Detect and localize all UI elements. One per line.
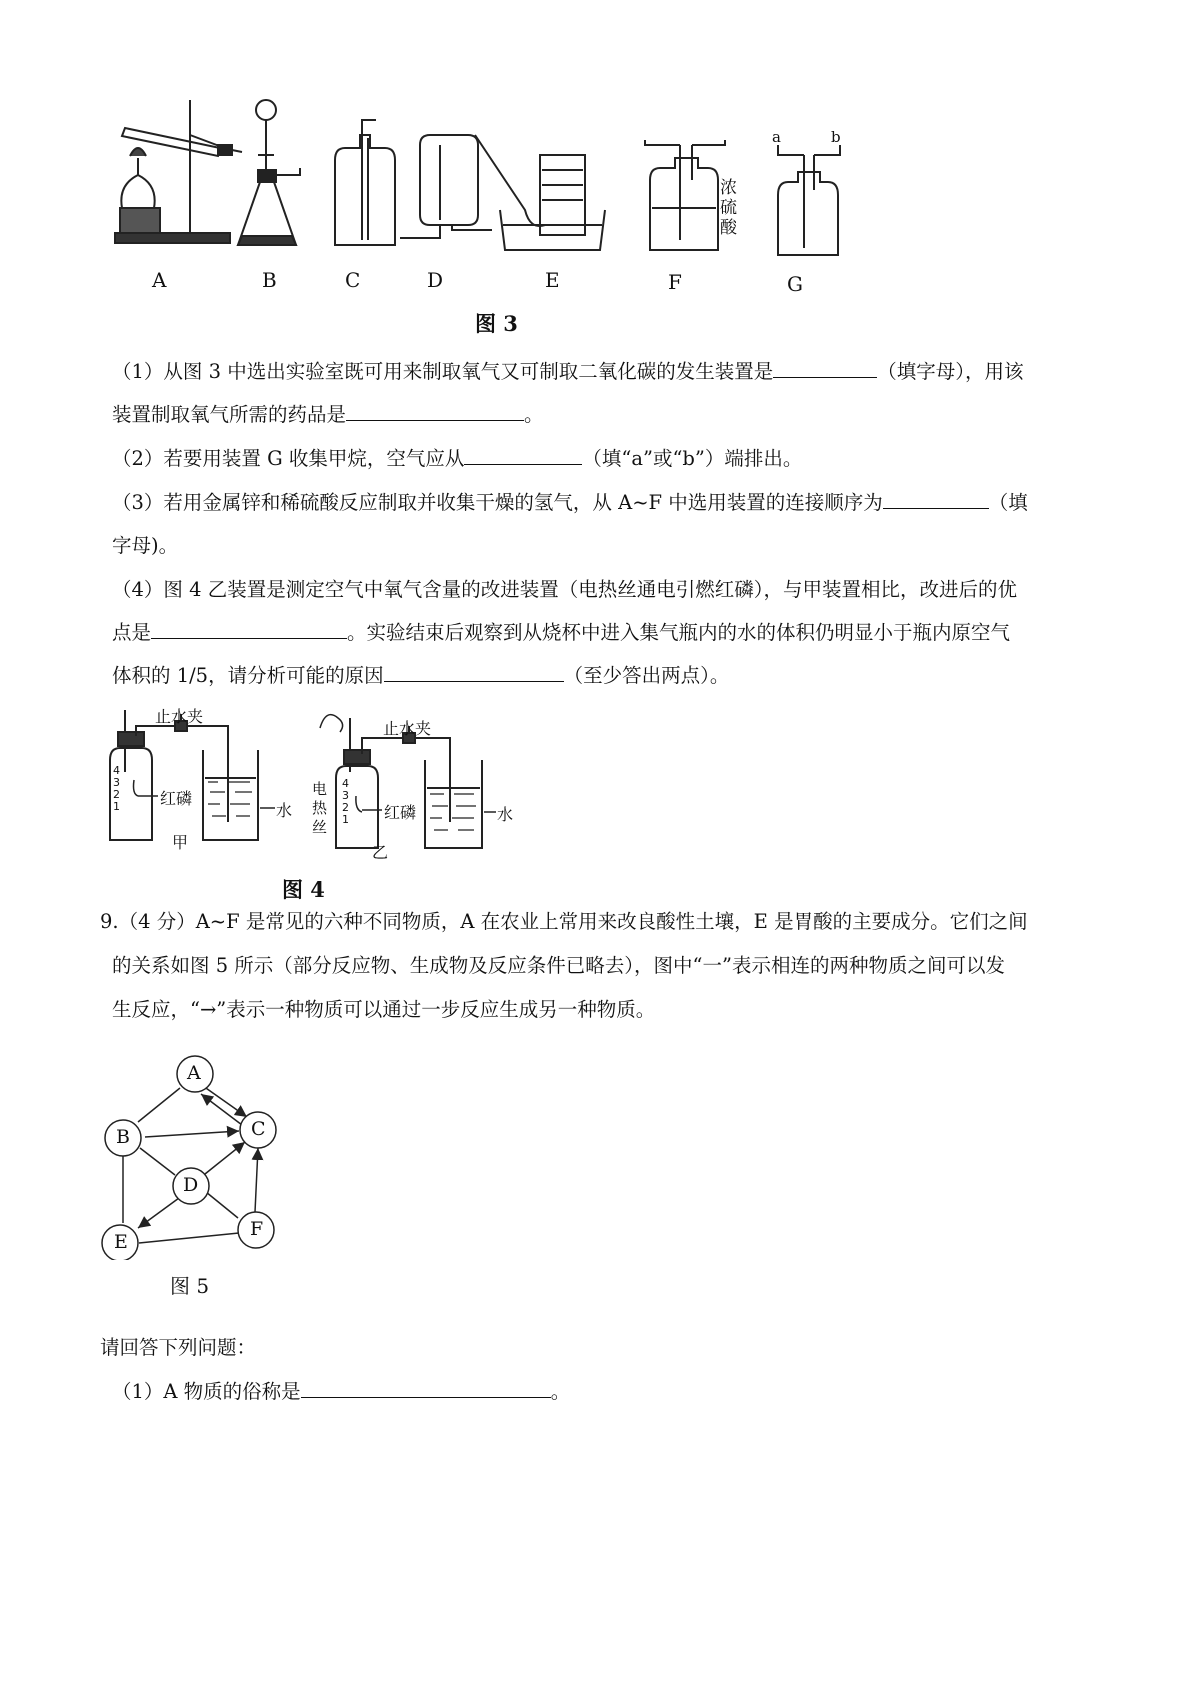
edge-d-to-e <box>138 1198 179 1228</box>
yi-label: 乙 <box>372 843 389 862</box>
port-a-label: a <box>772 128 781 146</box>
apparatus-e <box>475 135 605 250</box>
node-b-label: B <box>116 1126 130 1148</box>
question-1-line-1 <box>112 356 1023 384</box>
label-d: D <box>427 268 444 292</box>
setup-jia <box>110 710 275 840</box>
node-c-label: C <box>251 1118 266 1140</box>
edge-b-d <box>140 1148 175 1175</box>
wire-char-1: 电 <box>312 780 328 798</box>
q4-answer-blank-2[interactable] <box>384 663 564 682</box>
heating-wire-label <box>312 780 327 837</box>
node-f-label: F <box>250 1218 264 1240</box>
q3-answer-blank[interactable] <box>883 490 989 509</box>
node-d-label: D <box>183 1174 199 1196</box>
question-4-line-2 <box>112 617 1010 645</box>
apparatus-d <box>400 135 492 238</box>
question-9-line-3: 生反应，“→”表示一种物质可以通过一步反应生成另一种物质。 <box>112 998 656 1021</box>
edge-b-to-c <box>145 1131 239 1137</box>
phosphorus-label-jia: 红磷 <box>160 789 193 808</box>
question-3-line-2: 字母)。 <box>112 534 179 557</box>
scale-marks-yi <box>342 778 349 826</box>
question-4-line-1: （4）图 4 乙装置是测定空气中氧气含量的改进装置（电热丝通电引燃红磷），与甲装置相比，改进后的优 <box>112 578 1017 601</box>
wire-char-3: 丝 <box>312 818 328 836</box>
scale-4: 4 <box>113 764 120 777</box>
q1-text-c: 装置制取氧气所需的药品是 <box>112 403 347 426</box>
figure-4-caption: 图 4 <box>282 877 325 902</box>
apparatus-g <box>778 145 840 255</box>
scale-2: 2 <box>342 801 349 814</box>
apparatus-f <box>645 140 725 250</box>
q1-text-b: （填字母），用该 <box>877 360 1024 383</box>
water-label-yi: 水 <box>497 805 514 824</box>
question-9-line-2: 的关系如图 5 所示（部分反应物、生成物及反应条件已略去），图中“一”表示相连的两种物质之间可以发 <box>112 954 1005 977</box>
phosphorus-label-yi: 红磷 <box>384 803 417 822</box>
port-b-label: b <box>831 128 841 146</box>
q1-text-a: （1）从图 3 中选出实验室既可用来制取氧气又可制取二氧化碳的发生装置是 <box>112 360 774 383</box>
acid-char-1: 浓 <box>720 178 737 198</box>
figure-3-caption: 图 3 <box>475 311 518 336</box>
acid-char-2: 硫 <box>720 198 737 218</box>
acid-char-3: 酸 <box>720 218 737 238</box>
q9-1-text-b: 。 <box>550 1380 571 1403</box>
q2-answer-blank[interactable] <box>464 446 582 465</box>
q4-text-e: （至少答出两点）。 <box>563 664 730 687</box>
jia-label: 甲 <box>172 833 189 852</box>
q1-answer-blank-1[interactable] <box>773 359 877 378</box>
label-f: F <box>668 270 682 294</box>
label-c: C <box>345 268 361 292</box>
apparatus-a <box>115 100 242 243</box>
scale-marks-jia <box>113 765 120 813</box>
q1-text-d: 。 <box>524 403 544 426</box>
edge-d-f <box>206 1192 238 1218</box>
figure-5-caption: 图 5 <box>170 1274 210 1298</box>
edge-d-to-c <box>205 1142 245 1174</box>
clamp-label-jia: 止水夹 <box>155 707 204 726</box>
node-a-label: A <box>187 1062 201 1084</box>
scale-1: 1 <box>342 813 349 826</box>
label-g: G <box>787 272 803 296</box>
q2-text-b: （填“a”或“b”）端排出。 <box>582 447 803 470</box>
scale-2: 2 <box>113 788 120 801</box>
q9-1-text-a: （1）A 物质的俗称是 <box>112 1380 301 1403</box>
label-sulfuric-acid <box>720 178 737 238</box>
apparatus-b <box>238 100 300 245</box>
q4-text-c: 。实验结束后观察到从烧杯中进入集气瓶内的水的体积仍明显小于瓶内原空气 <box>347 621 1011 644</box>
label-b: B <box>262 268 277 292</box>
node-e-label: E <box>114 1231 128 1253</box>
water-label-jia: 水 <box>276 801 293 820</box>
wire-char-2: 热 <box>312 799 328 817</box>
answer-prompt: 请回答下列问题： <box>100 1336 257 1359</box>
question-3-line-1 <box>112 487 1028 515</box>
question-9-1 <box>112 1376 570 1404</box>
q2-text-a: （2）若要用装置 G 收集甲烷，空气应从 <box>112 447 465 470</box>
scale-4: 4 <box>342 777 349 790</box>
label-a: A <box>152 268 167 292</box>
edge-e-f <box>139 1233 239 1243</box>
label-e: E <box>545 268 560 292</box>
q9-1-answer-blank[interactable] <box>301 1379 551 1398</box>
question-2 <box>112 443 802 471</box>
q4-text-b: 点是 <box>112 621 152 644</box>
q1-answer-blank-2[interactable] <box>346 402 524 421</box>
q4-text-d: 体积的 1/5，请分析可能的原因 <box>112 664 384 687</box>
edge-a-b <box>138 1088 180 1122</box>
scale-3: 3 <box>113 776 120 789</box>
q4-answer-blank-1[interactable] <box>151 620 347 639</box>
apparatus-c <box>335 120 395 245</box>
scale-1: 1 <box>113 800 120 813</box>
q3-text-a: （3）若用金属锌和稀硫酸反应制取并收集干燥的氢气，从 A~F 中选用装置的连接顺序为 <box>112 491 883 514</box>
edge-f-to-c <box>255 1148 258 1212</box>
clamp-label-yi: 止水夹 <box>383 719 432 738</box>
question-9-line-1: 9.（4 分）A~F 是常见的六种不同物质，A 在农业上常用来改良酸性土壤，E 是胃酸的主要成分。它们之间 <box>100 910 1028 933</box>
question-1-line-2 <box>112 399 544 427</box>
question-4-line-3 <box>112 660 729 688</box>
q3-text-b: （填 <box>988 491 1028 514</box>
scale-3: 3 <box>342 789 349 802</box>
